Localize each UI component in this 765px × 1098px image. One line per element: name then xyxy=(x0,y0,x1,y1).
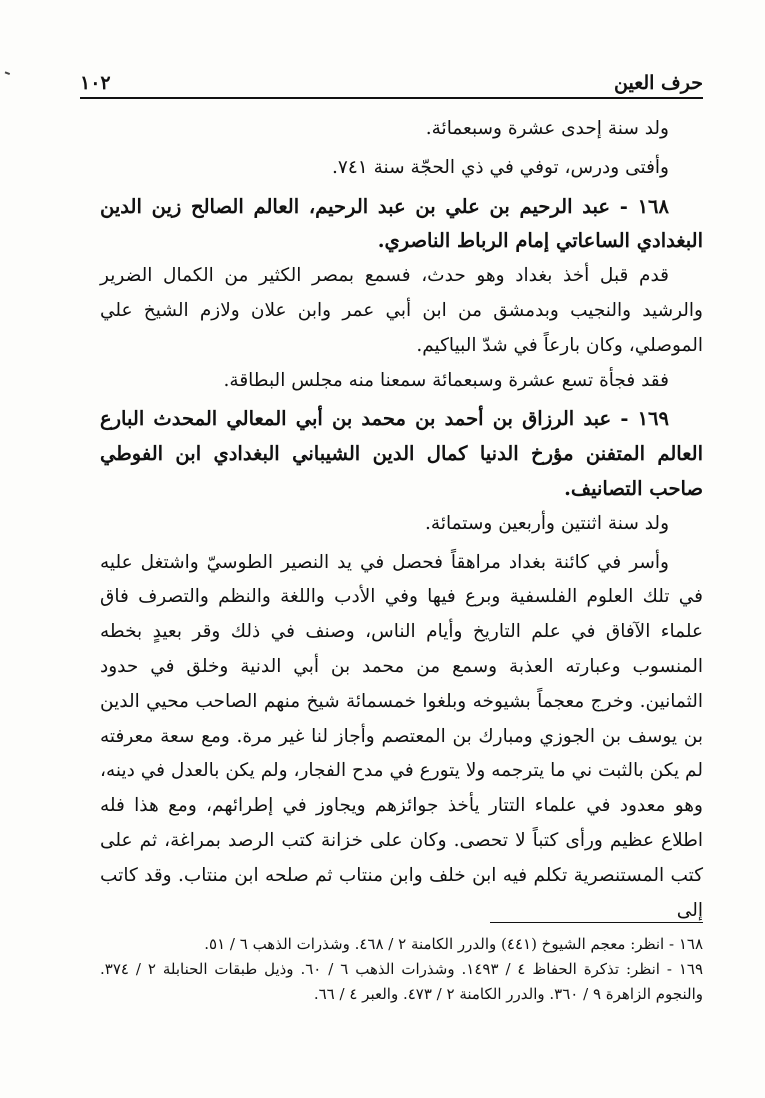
footnote-169: ١٦٩ - انظر: تذكرة الحفاظ ٤ / ١٤٩٣. وشذرات الذهب ٦ / ٦٠. وذيل طبقات الحنابلة ٢ / ٣٧٤. والنجوم الزاهرة ٩ / ٣٦٠. والدرر الكامنة ٢ / ٤٧٣. والعبر ٤ / ٦٦. xyxy=(100,960,704,1003)
paragraph-birth-711: ولد سنة إحدى عشرة وسبعمائة. xyxy=(425,118,669,139)
footnotes xyxy=(100,932,703,1007)
section-title: حرف العين xyxy=(614,72,703,94)
paragraph-entry-168-death: فقد فجأة تسع عشرة وسبعمائة سمعنا منه مجلس البطاقة. xyxy=(223,369,669,391)
main-text xyxy=(100,112,703,928)
page-number: ١٠٢ xyxy=(80,72,111,94)
footnote-rule xyxy=(490,922,703,923)
margin-mark xyxy=(3,71,10,79)
paragraph-entry-168-bio: قدم قبل أخذ بغداد وهو حدث، فسمع بمصر الكثير من الكمال الضرير والرشيد والنجيب وبدمشق من ابن أبي عمر وابن علان ولازم الشيخ علي الموصلي، وكان بارعاً في شدّ البياكيم. xyxy=(100,265,703,356)
page-header xyxy=(80,60,703,94)
entry-169-heading: ١٦٩ - عبد الرزاق بن أحمد بن محمد بن أبي المعالي المحدث البارع العالم المتفنن مؤرخ الدنيا كمال الدين الشيباني البغدادي ابن الفوطي صاحب التصانيف. xyxy=(100,407,703,500)
entry-168-heading: ١٦٨ - عبد الرحيم بن علي بن عبد الرحيم، العالم الصالح زين الدين البغدادي الساعاتي إمام الرباط الناصري. xyxy=(100,194,703,253)
paragraph-entry-169-bio: وأسر في كائنة بغداد مراهقاً فحصل في يد النصير الطوسيّ واشتغل عليه في تلك العلوم الفلسفية وبرع فيها وفي الأدب واللغة والنظم والتصرف فاق علماء الآفاق في علم التاريخ وأيام الناس، وصنف في ذلك وقر بعيدٍ بخطه المنسوب وعبارته العذبة وسمع من محمد بن أبي الدنية وخلق في حدود الثمانين. وخرج معجماً بشيوخه وبلغوا خمسمائة شيخ منهم الصاحب محيي الدين بن يوسف بن الجوزي ومبارك بن المعتصم وأجاز لنا غير مرة. ومع سعة معرفته لم يكن بالثبت ني ما يترجمه ولا يتورع في مدح الفجار، ولم يكن بالعدل في دينه، وهو معدود في علماء التتار يأخذ جوائزهم ويجاوز في إطرائهم، ومع هذا فله اطلاع عظيم ورأى كتباً لا تحصى. وكان على خزانة كتب الرصد بمراغة، ثم على كتب المستنصرية تكلم فيه ابن خلف وابن منتاب ثم صلحه ابن منتاب. وقد كاتب إلى xyxy=(100,551,703,921)
paragraph-death-741: وأفتى ودرس، توفي في ذي الحجّة سنة ٧٤١. xyxy=(332,156,669,178)
header-rule xyxy=(80,97,703,99)
footnote-168: ١٦٨ - انظر: معجم الشيوخ (٤٤١) والدرر الكامنة ٢ / ٤٦٨. وشذرات الذهب ٦ / ٥١. xyxy=(204,935,703,953)
paragraph-entry-169-birth: ولد سنة اثنتين وأربعين وستمائة. xyxy=(425,512,669,534)
